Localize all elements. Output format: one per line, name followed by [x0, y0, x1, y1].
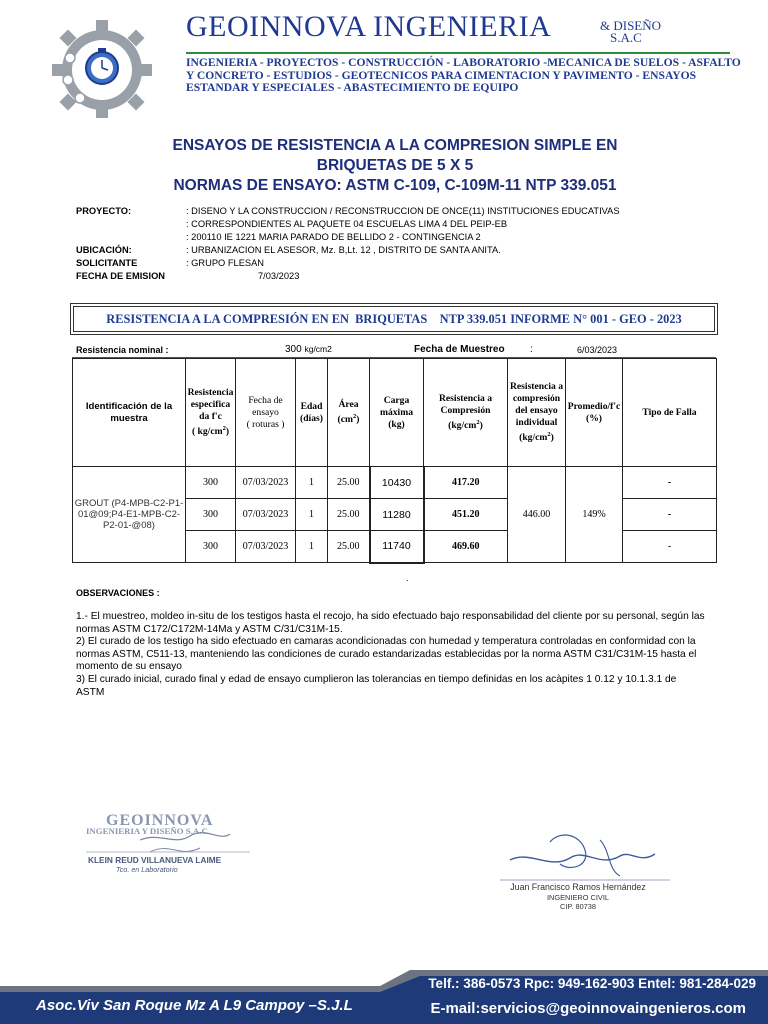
- report-box: [70, 303, 718, 335]
- fecha-emision-value: 7/03/2023: [258, 271, 300, 281]
- header-res-ind-sq: 2: [547, 430, 551, 438]
- proyecto-row: [76, 205, 736, 218]
- nominal-unit: kg/cm2: [304, 344, 332, 354]
- header-area-unit: (cm: [337, 414, 353, 426]
- header-rule: [186, 52, 730, 54]
- cell-area: 25.00: [328, 531, 370, 563]
- header-carga: [370, 359, 424, 467]
- cell-individual: 446.00: [508, 467, 566, 563]
- document-title: [90, 136, 700, 196]
- header-prom-unit: (%): [586, 412, 602, 424]
- cell-fc: 300: [186, 531, 236, 563]
- header-fecha-label: Fecha de ensayo: [248, 394, 283, 418]
- header-area-label: Área: [338, 398, 359, 410]
- cell-promedio: 149%: [566, 467, 623, 563]
- header-edad: Edad (días): [296, 359, 328, 467]
- muestreo-date: 6/03/2023: [577, 345, 618, 355]
- header-res-ind-unit: (kg/cm: [519, 432, 548, 444]
- solicitante-label: SOLICITANTE: [76, 258, 138, 268]
- cell-carga: 11280: [370, 499, 424, 531]
- table-header-row: [73, 359, 717, 467]
- services-list: INGENIERIA - PROYECTOS - CONSTRUCCIÓN - LABORATORIO -MECANICA DE SUELOS - ASFALTO Y CONCRETO - ESTUDIOS - GEOTECNICOS PARA CIMENTACION Y PAVIMENTO - ENSAYOS ESTANDAR Y ESPECIALES - ABASTECIMIENTO DE EQUIPO: [186, 56, 741, 95]
- engineer-name: Juan Francisco Ramos Hernández: [510, 882, 646, 892]
- observacion-3: 3) El curado inicial, curado final y edad de ensayo cumplieron las tolerancias en tiempo definidas en los acàpites 1 0.12 y 10.1.3.1 de ASTM: [76, 673, 677, 698]
- ubicacion-label: UBICACIÓN:: [76, 245, 132, 255]
- nominal-number: 300: [285, 344, 302, 355]
- company-suffix: [600, 20, 690, 44]
- proyecto-row-2: [76, 218, 736, 231]
- engineer-title: INGENIERO CIVIL: [546, 893, 609, 902]
- header-resistencia-individual: [508, 359, 566, 467]
- table-row: [73, 467, 717, 499]
- cell-area: 25.00: [328, 467, 370, 499]
- header-res-label: Resistencia a Compresión: [438, 392, 493, 416]
- header-res-ind-label: Resistencia a compresión del ensayo individual: [509, 380, 564, 428]
- solicitante-row: [76, 257, 736, 270]
- header-tipo-falla: Tipo de Falla: [623, 359, 717, 467]
- company-logo: [40, 18, 170, 118]
- header-area-close: ): [356, 414, 360, 426]
- report-title: RESISTENCIA A LA COMPRESIÓN EN EN BRIQUETAS NTP 339.051 INFORME N° 001 - GEO - 2023: [73, 306, 715, 332]
- proyecto-value-2: : CORRESPONDIENTES AL PAQUETE 04 ESCUELAS LIMA 4 DEL PEIP-EB: [186, 219, 508, 229]
- cell-falla: -: [623, 499, 717, 531]
- header-prom-label: Promedio/f'c: [567, 400, 621, 412]
- company-suffix-line2: S.A.C: [610, 30, 642, 45]
- proyecto-label: PROYECTO:: [76, 206, 132, 216]
- footer-email: E-mail:servicios@geoinnovaingenieros.com: [430, 1000, 746, 1017]
- cell-resistencia: 469.60: [424, 531, 508, 563]
- header-res-ind-close: ): [550, 432, 554, 444]
- header-resistencia-especifica: [186, 359, 236, 467]
- nominal-label: Resistencia nominal :: [76, 345, 169, 355]
- header-fc-sq: 2: [222, 424, 226, 432]
- header-promedio: [566, 359, 623, 467]
- cell-resistencia: 451.20: [424, 499, 508, 531]
- ubicacion-value: : URBANIZACION EL ASESOR, Mz. B,Lt. 12 , DISTRITO DE SANTA ANITA.: [186, 245, 501, 255]
- header-fc-label: Resistencia especifica da f'c: [187, 386, 234, 422]
- observaciones-body: [76, 611, 706, 699]
- footer: [0, 964, 768, 1024]
- ubicacion-row: [76, 244, 736, 257]
- header-carga-label: Carga máxima: [379, 394, 414, 418]
- observaciones-title: OBSERVACIONES :: [76, 588, 160, 598]
- fecha-emision-row: [76, 270, 736, 283]
- header-area: [328, 359, 370, 467]
- cell-falla: -: [623, 467, 717, 499]
- proyecto-row-3: [76, 231, 736, 244]
- cell-edad: 1: [296, 531, 328, 563]
- fecha-emision-label: FECHA DE EMISION: [76, 271, 166, 281]
- header-identificacion: Identificación de la muestra: [73, 359, 186, 467]
- proyecto-value-3: : 200110 IE 1221 MARIA PARADO DE BELLIDO 2 - CONTINGENCIA 2: [186, 232, 481, 242]
- header-fecha-sub: ( roturas ): [246, 418, 285, 430]
- cell-carga: 10430: [370, 467, 424, 499]
- header-res-sq: 2: [476, 418, 480, 426]
- observacion-1: 1.- El muestreo, moldeo in-situ de los testigos hasta el recojo, ha sido efectuado bajo responsabilidad del cliente por su personal, según las normas ASTM C172/C172M-14Ma y ASTM C/31/C31M-15.: [76, 611, 705, 635]
- muestreo-label: Fecha de Muestreo: [414, 344, 505, 355]
- solicitante-value: : GRUPO FLESAN: [186, 258, 265, 268]
- cell-fecha: 07/03/2023: [236, 467, 296, 499]
- results-table: [72, 358, 717, 564]
- header-res-close: ): [479, 420, 483, 432]
- header-area-sq: 2: [353, 412, 357, 420]
- header-carga-unit: (kg): [388, 418, 405, 430]
- footer-address: Asoc.Viv San Roque Mz A L9 Campoy –S.J.L: [36, 997, 353, 1014]
- title-line-2: BRIQUETAS DE 5 X 5: [316, 157, 474, 174]
- cell-fecha: 07/03/2023: [236, 531, 296, 563]
- stamp-subtitle: INGENIERIA Y DISEÑO S.A.C: [86, 826, 208, 836]
- footer-phone: Telf.: 386-0573 Rpc: 949-162-903 Entel: 981-284-029: [428, 976, 756, 991]
- cell-fc: 300: [186, 467, 236, 499]
- cell-edad: 1: [296, 499, 328, 531]
- header-fecha-ensayo: [236, 359, 296, 467]
- cell-carga: 11740: [370, 531, 424, 563]
- header-res-unit: (kg/cm: [448, 420, 477, 432]
- cell-resistencia: 417.20: [424, 467, 508, 499]
- muestreo-colon: :: [530, 344, 533, 355]
- cell-area: 25.00: [328, 499, 370, 531]
- title-line-3: NORMAS DE ENSAYO: ASTM C-109, C-109M-11 NTP 339.051: [173, 177, 617, 194]
- cell-falla: -: [623, 531, 717, 563]
- project-info: [76, 205, 736, 283]
- cell-edad: 1: [296, 467, 328, 499]
- nominal-value: [285, 344, 332, 355]
- cell-fecha: 07/03/2023: [236, 499, 296, 531]
- title-line-1: ENSAYOS DE RESISTENCIA A LA COMPRESION SIMPLE EN: [172, 137, 618, 154]
- engineer-cip: CIP. 80738: [559, 902, 597, 911]
- lab-technician-role: Tco. en Laboratorio: [116, 865, 178, 874]
- observacion-2: 2) El curado de los testigo ha sido efectuado en camaras acondicionadas con humedad y temperatura controladas en conformidad con la normas ASTM, C511-13, manteniendo las condiciones de curado estandarizadas establecidas por la norma ASTM C31/C31M-15 hasta el momento de su ensayo: [76, 636, 697, 673]
- header-fc-close: ): [225, 426, 230, 438]
- proyecto-value-1: : DISENO Y LA CONSTRUCCION / RECONSTRUCCION DE ONCE(11) INSTITUCIONES EDUCATIVAS: [186, 206, 620, 216]
- header-resistencia-compresion: [424, 359, 508, 467]
- header-fc-unit: ( kg/cm: [191, 426, 223, 438]
- stray-dot: .: [406, 573, 409, 583]
- company-name: GEOINNOVA INGENIERIA: [186, 10, 552, 43]
- lab-technician-name: KLEIN REUD VILLANUEVA LAIME: [88, 855, 222, 865]
- stamp-brand: GEOINNOVA: [106, 812, 214, 829]
- cell-fc: 300: [186, 499, 236, 531]
- sample-id: GROUT (P4-MPB-C2-P1-01@09;P4-E1-MPB-C2-P2-01-@08): [73, 467, 186, 563]
- company-suffix-line1: & DISEÑO: [600, 18, 662, 33]
